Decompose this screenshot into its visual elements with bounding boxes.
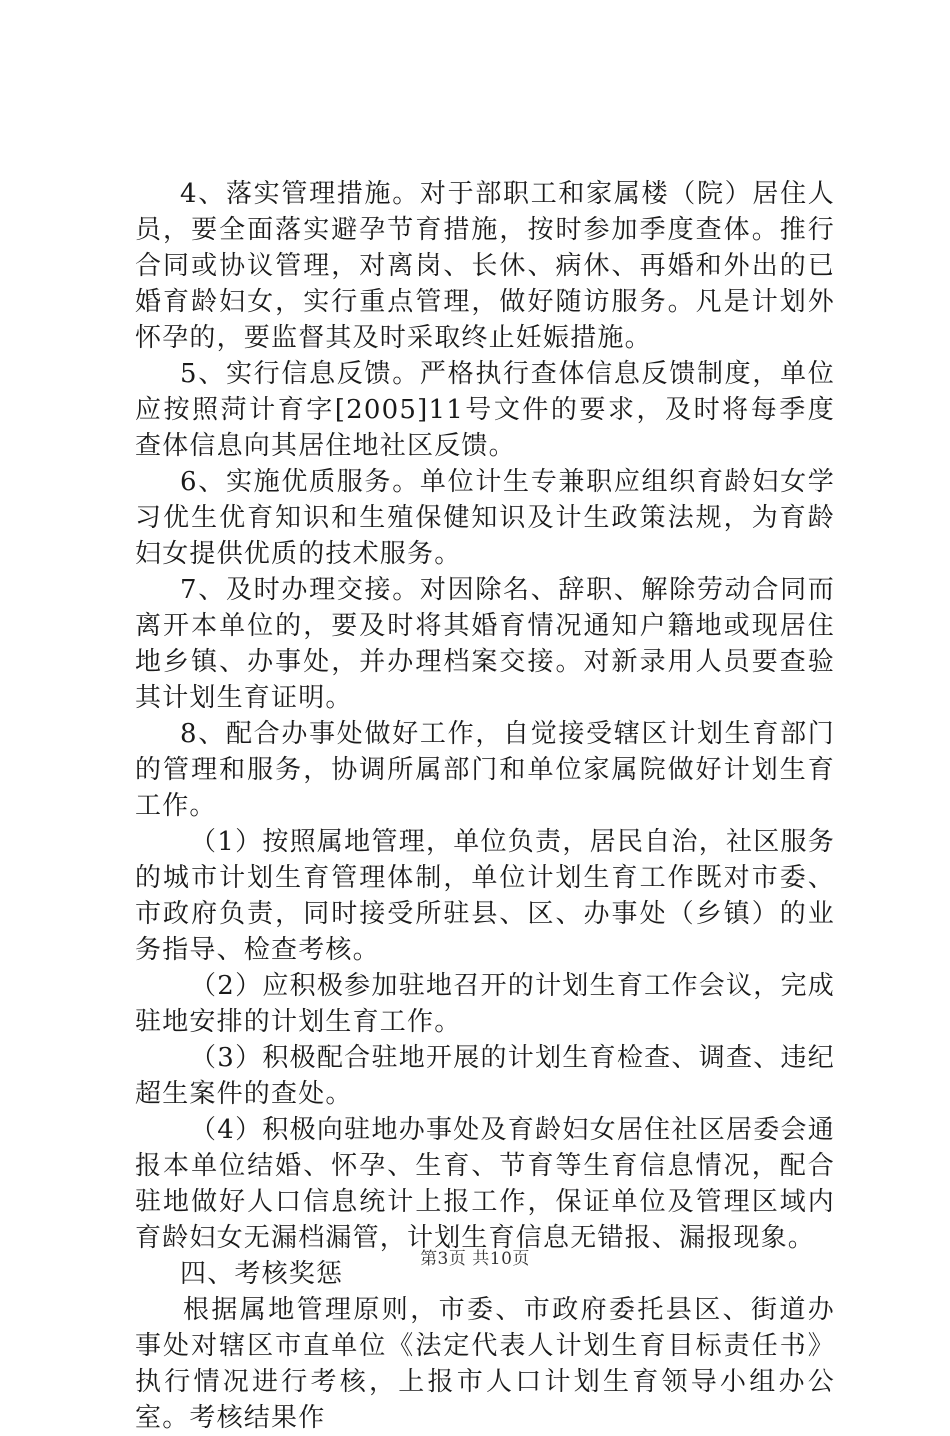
paragraph-item-5: 5、实行信息反馈。严格执行查体信息反馈制度，单位应按照菏计育字[2005]11号文件的要求，及时将每季度查体信息向其居住地社区反馈。: [135, 359, 835, 461]
paragraph-assessment: 根据属地管理原则，市委、市政府委托县区、街道办事处对辖区市直单位《法定代表人计划生育目标责任书》执行情况进行考核，上报市人口计划生育领导小组办公室。考核结果作: [135, 1295, 835, 1433]
paragraph-subitem-1: （1）按照属地管理，单位负责，居民自治，社区服务的城市计划生育管理体制，单位计划生育工作既对市委、市政府负责，同时接受所驻县、区、办事处（乡镇）的业务指导、检查考核。: [135, 827, 835, 965]
paragraph-subitem-3: （3）积极配合驻地开展的计划生育检查、调查、违纪超生案件的查处。: [135, 1043, 835, 1109]
paragraph-item-4: 4、落实管理措施。对于部职工和家属楼（院）居住人员，要全面落实避孕节育措施，按时参加季度查体。推行合同或协议管理，对离岗、长休、病休、再婚和外出的已婚育龄妇女，实行重点管理，做好随访服务。凡是计划外怀孕的，要监督其及时采取终止妊娠措施。: [135, 179, 835, 353]
paragraph-item-7: 7、及时办理交接。对因除名、辞职、解除劳动合同而离开本单位的，要及时将其婚育情况通知户籍地或现居住地乡镇、办事处，并办理档案交接。对新录用人员要查验其计划生育证明。: [135, 575, 835, 713]
paragraph-item-8: 8、配合办事处做好工作，自觉接受辖区计划生育部门的管理和服务，协调所属部门和单位家属院做好计划生育工作。: [135, 719, 835, 821]
paragraph-subitem-2: （2）应积极参加驻地召开的计划生育工作会议，完成驻地安排的计划生育工作。: [135, 971, 835, 1037]
paragraph-item-6: 6、实施优质服务。单位计生专兼职应组织育龄妇女学习优生优育知识和生殖保健知识及计生政策法规，为育龄妇女提供优质的技术服务。: [135, 467, 835, 569]
paragraph-subitem-4: （4）积极向驻地办事处及育龄妇女居住社区居委会通报本单位结婚、怀孕、生育、节育等生育信息情况，配合驻地做好人口信息统计上报工作，保证单位及管理区域内育龄妇女无漏档漏管，计划生育信息无错报、漏报现象。: [135, 1115, 835, 1253]
page-number-footer: 第3页 共10页: [420, 1249, 530, 1269]
section-heading: 四、考核奖惩: [180, 1259, 344, 1289]
